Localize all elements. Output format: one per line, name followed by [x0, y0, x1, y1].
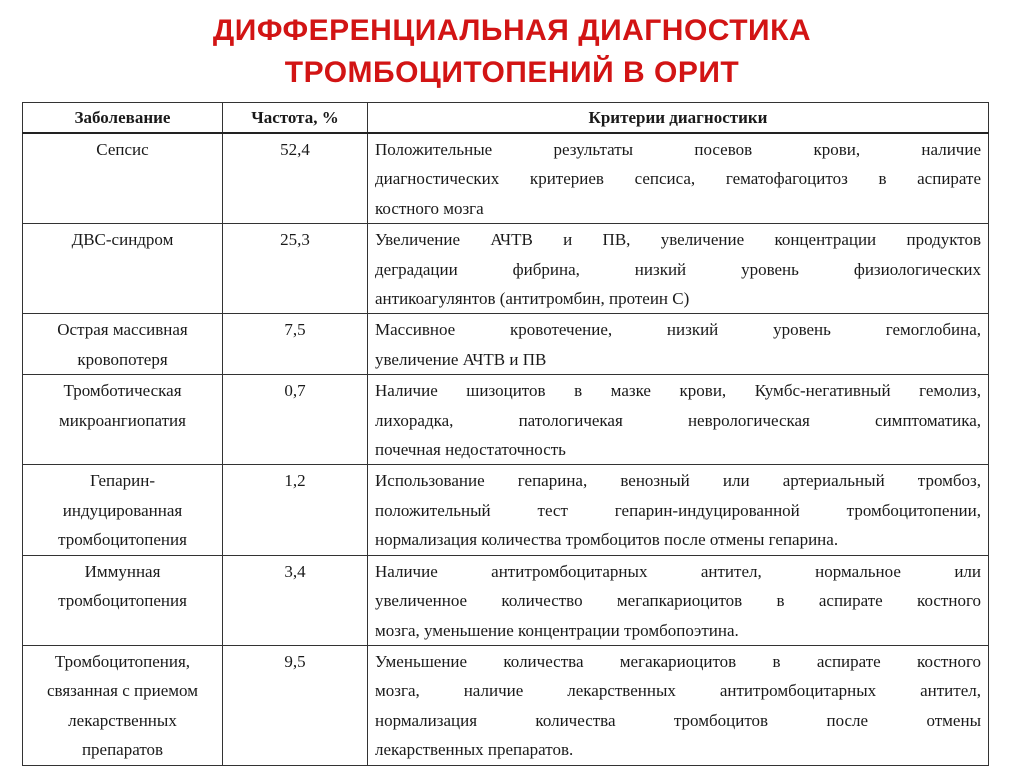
disease-line: тромбоцитопения	[58, 591, 187, 611]
criteria-line: деградации фибрина, низкий уровень физиологических	[375, 259, 981, 279]
disease-line: ДВС-синдром	[71, 230, 174, 250]
diagnosis-table	[22, 102, 989, 766]
criteria-line: лекарственных препаратов.	[375, 740, 574, 760]
criteria-line: костного мозга	[375, 198, 484, 218]
disease-cell	[23, 645, 223, 765]
criteria-cell	[368, 314, 989, 375]
disease-line: лекарственных	[68, 710, 177, 730]
disease-cell	[23, 375, 223, 465]
header-frequency: Частота, %	[223, 103, 368, 134]
table-row	[23, 555, 989, 645]
criteria-cell	[368, 375, 989, 465]
disease-line: связанная с приемом	[47, 681, 198, 701]
slide-title	[0, 10, 1024, 94]
criteria-line: Наличие шизоцитов в мазке крови, Кумбс-негативный гемолиз,	[375, 381, 981, 401]
table-row	[23, 375, 989, 465]
criteria-line: Наличие антитромбоцитарных антител, нормальное или	[375, 561, 981, 581]
title-line-1: ДИФФЕРЕНЦИАЛЬНАЯ ДИАГНОСТИКА	[212, 14, 812, 47]
disease-line: индуцированная	[62, 500, 183, 520]
criteria-line: увеличенное количество мегапкариоцитов в аспирате костного	[375, 591, 981, 611]
table-row	[23, 645, 989, 765]
criteria-line: мозга, уменьшение концентрации тромбопоэтина.	[375, 620, 739, 640]
criteria-line: мозга, наличие лекарственных антитромбоцитарных антител,	[375, 681, 981, 701]
table-row	[23, 465, 989, 555]
disease-line: Иммунная	[84, 561, 161, 581]
title-line-2: ТРОМБОЦИТОПЕНИЙ В ОРИТ	[284, 56, 740, 89]
frequency-cell: 52,4	[223, 133, 368, 224]
disease-cell	[23, 224, 223, 314]
disease-line: микроангиопатия	[59, 410, 186, 430]
criteria-line: нормализация количества тромбоцитов после отмены гепарина.	[375, 530, 839, 550]
criteria-line: почечная недостаточность	[375, 440, 566, 460]
disease-line: Тромботическая	[63, 381, 182, 401]
criteria-line: Массивное кровотечение, низкий уровень гемоглобина,	[375, 320, 981, 340]
criteria-line: диагностических критериев сепсиса, гематофагоцитоз в аспирате	[375, 169, 981, 189]
criteria-line: Использование гепарина, венозный или артериальный тромбоз,	[375, 471, 981, 491]
criteria-line: лихорадка, патологичекая неврологическая симптоматика,	[375, 410, 981, 430]
criteria-cell	[368, 133, 989, 224]
frequency-cell: 7,5	[223, 314, 368, 375]
frequency-cell: 9,5	[223, 645, 368, 765]
disease-cell	[23, 555, 223, 645]
criteria-cell	[368, 224, 989, 314]
disease-line: тромбоцитопения	[58, 530, 187, 550]
disease-line: Гепарин-	[89, 471, 156, 491]
disease-cell	[23, 465, 223, 555]
header-criteria: Критерии диагностики	[368, 103, 989, 134]
disease-line: кровопотеря	[77, 349, 168, 369]
frequency-cell: 3,4	[223, 555, 368, 645]
criteria-cell	[368, 645, 989, 765]
disease-line: Острая массивная	[57, 320, 188, 340]
disease-line: Сепсис	[96, 140, 149, 159]
criteria-cell	[368, 555, 989, 645]
disease-cell	[23, 314, 223, 375]
frequency-cell: 0,7	[223, 375, 368, 465]
criteria-line: антикоагулянтов (антитромбин, протеин С)	[375, 289, 690, 309]
disease-line: Тромбоцитопения,	[54, 651, 191, 671]
criteria-cell	[368, 465, 989, 555]
table-row	[23, 224, 989, 314]
frequency-cell: 25,3	[223, 224, 368, 314]
table-row	[23, 133, 989, 224]
criteria-line: положительный тест гепарин-индуцированной тромбоцитопении,	[375, 500, 981, 520]
criteria-line: Положительные результаты посевов крови, наличие	[375, 140, 981, 159]
table-row	[23, 314, 989, 375]
table-header-row	[23, 103, 989, 134]
criteria-line: Увеличение АЧТВ и ПВ, увеличение концентрации продуктов	[375, 230, 981, 250]
criteria-line: Уменьшение количества мегакариоцитов в аспирате костного	[375, 651, 981, 671]
header-disease: Заболевание	[23, 103, 223, 134]
table-body	[23, 133, 989, 765]
criteria-line: увеличение АЧТВ и ПВ	[375, 349, 547, 369]
criteria-line: нормализация количества тромбоцитов после отмены	[375, 710, 981, 730]
disease-line: препаратов	[81, 740, 164, 760]
frequency-cell: 1,2	[223, 465, 368, 555]
disease-cell	[23, 133, 223, 224]
